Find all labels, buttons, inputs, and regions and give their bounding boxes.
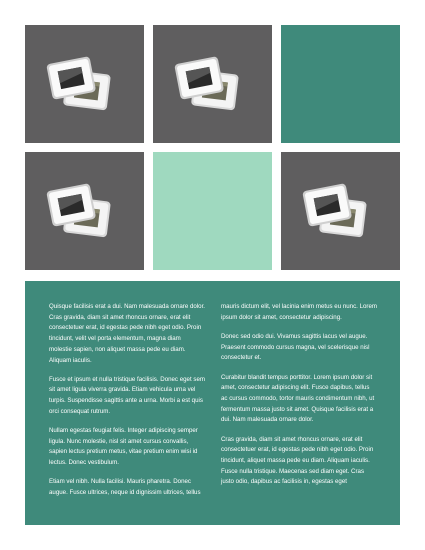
photo-tile-4: [281, 152, 400, 270]
paragraph: Quisque facilisis erat a dui. Nam malesuada ornare dolor. Cras gravida, diam sit amet rhoncus ornare, erat elit consectetuer erat, id egestas pede nibh eget odio. Proin tincidunt, velit vel porta elementum, magna diam molestie sapien, non aliquet massa pede eu diam. Aliquam iaculis.: [49, 303, 205, 364]
text-panel: [25, 281, 400, 525]
paragraph: Cras gravida, diam sit amet rhoncus ornare, erat elit consectetuer erat, id egestas pede nibh eget odio. Proin tincidunt, aliquet massa pede eu diam. Aliquam iaculis. Fusce nulla tristique. Maecenas sed diam eget. Cras justo odio, dapibus ac facilisis in, egestas eget: [221, 435, 374, 486]
paragraph: Donec sed odio dui. Vivamus sagittis lacus vel augue. Praesent commodo cursus magna, vel scelerisque nisl consectetur et.: [221, 332, 370, 362]
photo-slides-icon: [281, 152, 400, 270]
paragraph: Etiam vel nibh. Nulla facilisi. Mauris pharetra. Donec augue. Fusce ultrices, neque id dignissim ultrices, tellus: [49, 478, 201, 497]
text-column-right: [221, 302, 377, 507]
photo-slides-icon: [25, 152, 144, 270]
photo-slides-icon: [153, 25, 272, 143]
photo-tile-3: [25, 152, 144, 270]
photo-tile-2: [153, 25, 272, 143]
paragraph: Curabitur blandit tempus porttitor. Lorem ipsum dolor sit amet, consectetur adipiscing elit. Fusce dapibus, tellus ac cursus commodo, tortor mauris condimentum nibh, ut fermentum massa justo sit amet. Quisque facilisis erat a dui. Nam malesuada ornare dolor.: [221, 373, 375, 424]
text-column-left: [49, 302, 205, 507]
paragraph: Nullam egestas feugiat felis. Integer adipiscing semper ligula. Nunc molestie, nisl sit amet cursus convallis, sapien lectus pretium metus, vitae pretium enim wisi id lectus. Donec vestibulum.: [49, 427, 198, 467]
paragraph: Fusce et ipsum et nulla tristique facilisis. Donec eget sem sit amet ligula viverra gravida. Etiam vehicula urna vel turpis. Suspendisse sagittis ante a urna. Morbi a est quis orci consequat rutrum.: [49, 375, 205, 415]
photo-slides-icon: [25, 25, 144, 143]
image-grid: [25, 25, 400, 270]
teal-tile: [281, 25, 400, 143]
mint-tile: [153, 152, 272, 270]
paragraph: mauris dictum elit, vel lacinia enim metus eu nunc. Lorem ipsum dolor sit amet, consectetur adipiscing.: [221, 303, 377, 321]
photo-tile-1: [25, 25, 144, 143]
